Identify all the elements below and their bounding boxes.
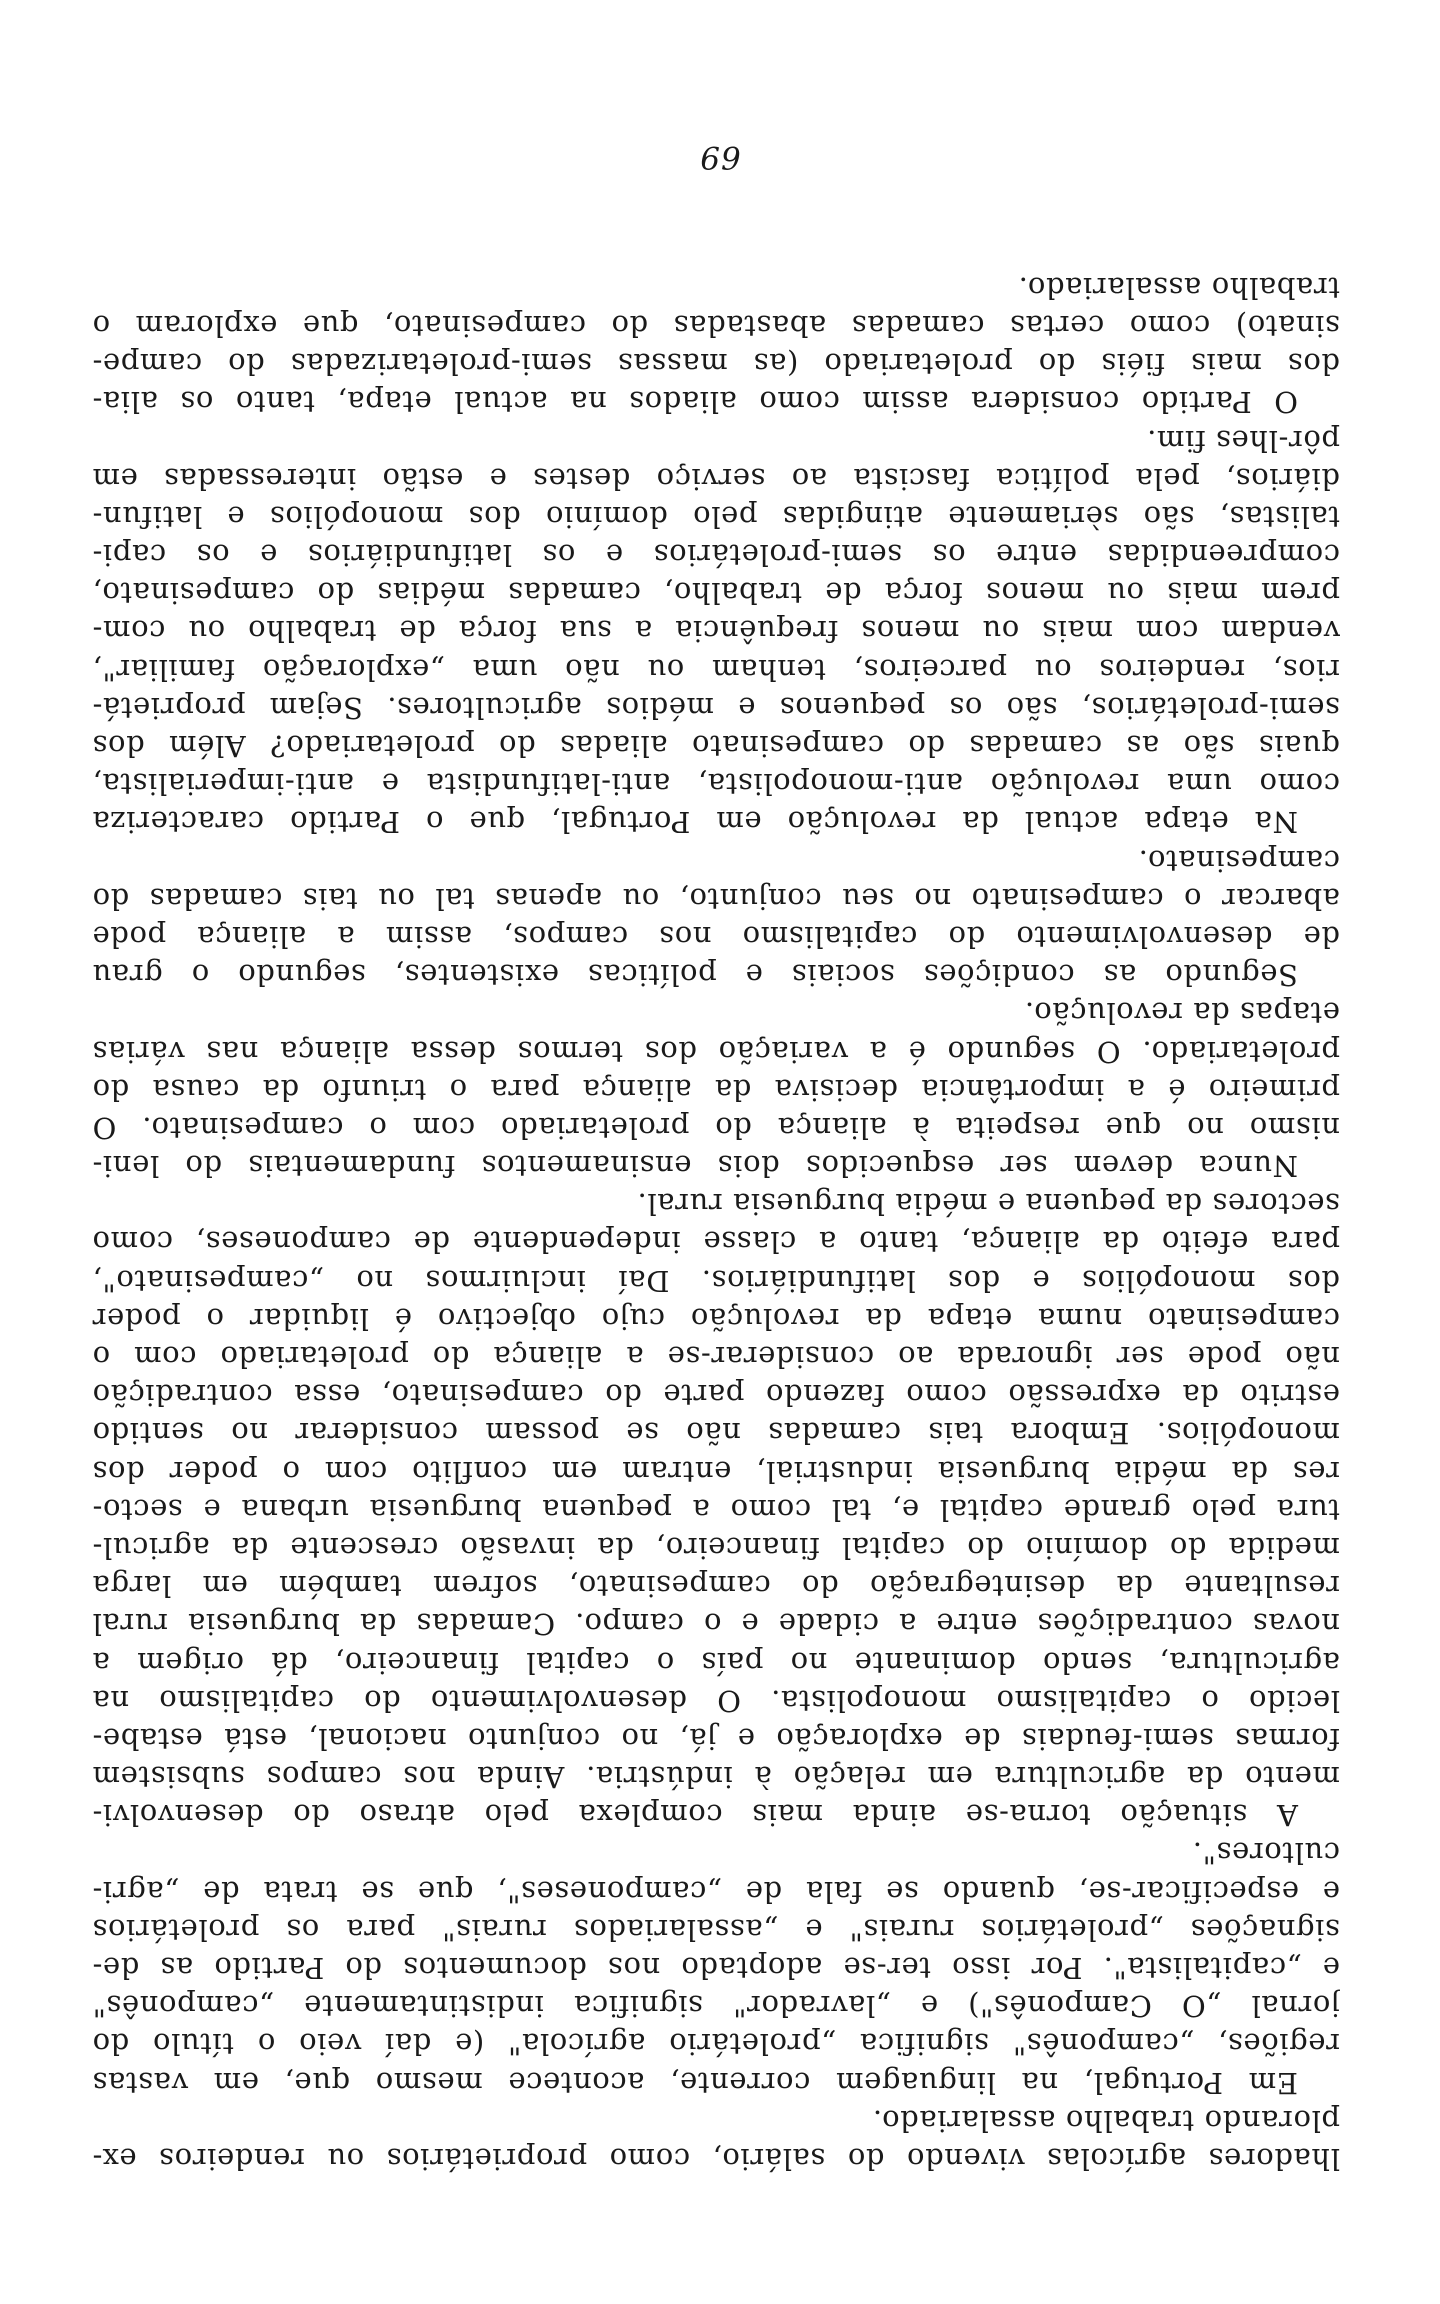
text-line: como uma revolução anti-monopolista, anti-latifundista e anti-imperialista, <box>92 767 1340 802</box>
text-line: para efeito da aliança, tanto a classe independente de camponeses, como <box>92 1225 1340 1260</box>
text-line: Em Portugal, na linguagem corrente, acontece mesmo que, em vastas <box>92 2065 1298 2100</box>
text-line: dos mais fiéis do proletariado (as massas semi-proletarizadas do campe- <box>92 347 1340 382</box>
text-line: compreendidas entre os semi-proletários e os latifundiários e os capi- <box>92 538 1340 573</box>
text-line: sinato) como certas camadas abastadas do campesinato, que exploram o <box>92 309 1340 343</box>
text-line: de desenvolvimento do capitalismo nos campos, assim a aliança pode <box>92 920 1340 954</box>
text-line: proletariado. O segundo é a variação dos termos dessa aliança nas várias <box>92 1034 1340 1069</box>
text-line: e especificar-se, quando se fala de „camponeses", que se trata de „agri- <box>92 1874 1340 1909</box>
page-number: 69 <box>699 139 741 175</box>
text-line: primeiro é a importância decisiva da aliança para o triunfo da causa do <box>92 1072 1340 1107</box>
text-line: etapas da revolução. <box>1024 996 1340 1031</box>
text-line: regiões, „camponês" significa „proletário agrícola" (e daí veio o título do <box>92 2027 1340 2062</box>
text-line: monopólios. Embora tais camadas não se possam considerar no sentido <box>92 1416 1340 1451</box>
text-line: quais são as camadas do campesinato aliadas do proletariado? Além dos <box>92 729 1340 764</box>
text-line: cultores". <box>1192 1836 1340 1871</box>
text-line: talistas, são sèriamente atingidas pelo domínio dos monopólios e latifun- <box>92 499 1340 534</box>
text-line: plorando trabalho assalariado. <box>872 2103 1340 2138</box>
text-line: sectores da pequena e média burguesia rural. <box>636 1187 1340 1222</box>
text-line: diários, pela política fascista ao serviço destes e estão interessadas em <box>92 461 1340 496</box>
text-line: e „capitalista". Por isso ter-se adoptado nos documentos do Partido as de- <box>92 1951 1340 1986</box>
text-line: vendam com mais ou menos frequência a sua força de trabalho ou com- <box>92 614 1340 649</box>
text-line: resultante da desintegração do campesinato, sofrem também em larga <box>92 1569 1340 1604</box>
text-line: prem mais ou menos força de trabalho, camadas médias do campesinato, <box>92 576 1340 611</box>
text-line: signações „proletários rurais" e „assalariados rurais" para os proletários <box>92 1912 1340 1947</box>
text-line: estrito da expressão como fazendo parte do campesinato, essa contradição <box>92 1378 1340 1413</box>
text-line: formas semi-feudais de exploração e já, no conjunto nacional, está estabe- <box>92 1721 1340 1756</box>
text-line: campesinato numa etapa da revolução cujo objectivo é liquidar o poder <box>92 1301 1340 1336</box>
text-line: novas contradições entre a cidade e o campo. Camadas da burguesia rural <box>92 1607 1340 1642</box>
text-line: res da média burguesia industrial, entram em conflito com o poder dos <box>92 1454 1340 1489</box>
text-line: mento da agricultura em relação à indústria. Ainda nos campos subsistem <box>92 1760 1340 1795</box>
text-line: lecido o capitalismo monopolista. O desenvolvimento do capitalismo na <box>92 1683 1340 1718</box>
text-line: pôr-lhes fim. <box>1146 423 1340 458</box>
text-line: tura pelo grande capital e, tal como a pequena burguesia urbana e secto- <box>92 1492 1340 1527</box>
body-text <box>92 269 1340 2178</box>
text-line: trabalho assalariado. <box>1018 270 1340 305</box>
text-line: medida do domínio do capital financeiro, da invasão crescente da agricul- <box>92 1531 1340 1565</box>
text-line: A situação torna-se ainda mais complexa pelo atraso do desenvolvi- <box>92 1798 1298 1833</box>
text-line: agricultura, sendo dominante no país o capital financeiro, dá origem a <box>92 1645 1340 1680</box>
text-line: não pode ser ignorada ao considerar-se a aliança do proletariado com o <box>92 1340 1340 1375</box>
text-line: Na etapa actual da revolução em Portugal, que o Partido caracteriza <box>92 805 1298 840</box>
text-line: nismo no que respeita à aliança do proletariado com o campesinato. O <box>92 1110 1340 1145</box>
text-line: jornal „O Camponês") e „lavrador" significa indistintamente „camponês" <box>92 1989 1340 2024</box>
text-line: campesinato. <box>1138 843 1340 878</box>
text-line: Segundo as condições sociais e políticas existentes, segundo o grau <box>92 958 1298 993</box>
text-line: dos monopólios e dos latifundiários. Daí incluirmos no „campesinato", <box>92 1263 1340 1298</box>
text-line: Nunca devem ser esquecidos dois ensinamentos fundamentais do leni- <box>92 1149 1298 1184</box>
text-line: lhadores agrícolas vivendo do salário, como proprietários ou rendeiros ex- <box>92 2142 1340 2176</box>
text-line: O Partido considera assim como aliados na actual etapa, tanto os alia- <box>92 385 1298 420</box>
text-line: abarcar o campesinato no seu conjunto, ou apenas tal ou tais camadas do <box>92 881 1340 916</box>
text-line: rios, rendeiros ou parceiros, tenham ou não uma „exploração familiar", <box>92 652 1340 687</box>
text-line: semi-proletários, são os pequenos e médios agricultores. Sejam proprietá- <box>92 690 1340 725</box>
